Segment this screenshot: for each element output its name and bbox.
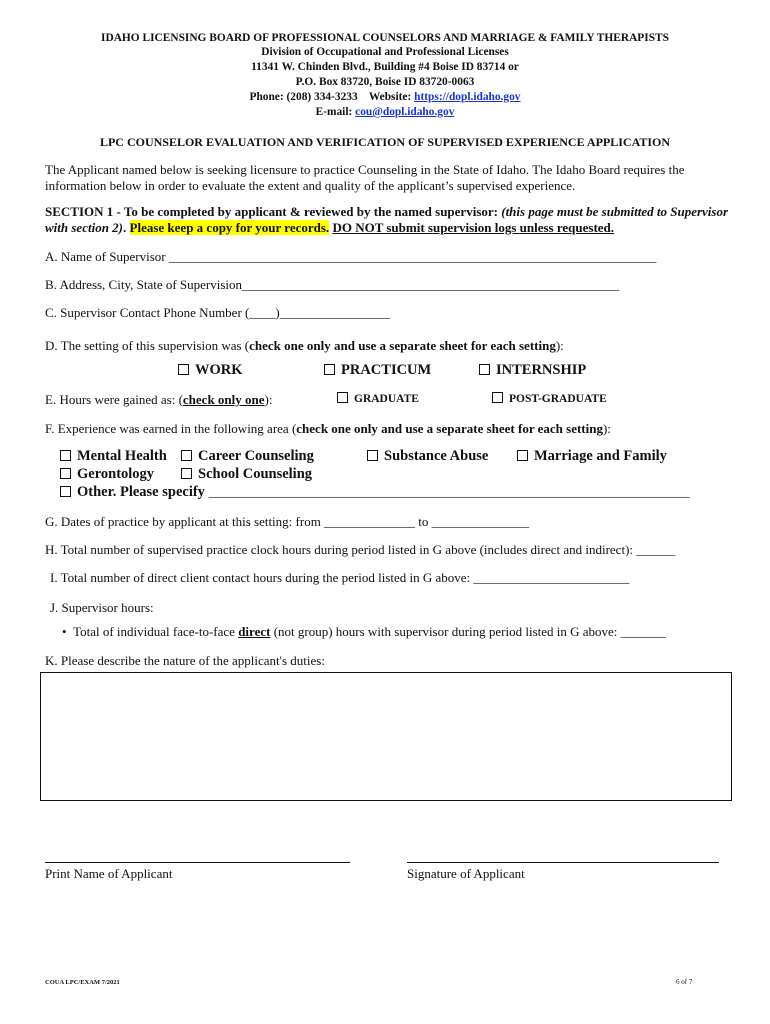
area-other-checkbox[interactable] [60,484,690,501]
section1-note: (this page must be submitted to Supervisor with section 2) [45,204,729,235]
hours-graduate-checkbox[interactable] [337,392,419,405]
setting-internship-checkbox[interactable] [479,362,586,379]
form-title: LPC COUNSELOR EVALUATION AND VERIFICATION OF SUPERVISED EXPERIENCE APPLICATION [99,135,671,149]
checkbox-icon [60,486,71,497]
field-j-individual-hours[interactable] [62,624,666,640]
hours-post-graduate-checkbox[interactable] [492,392,607,405]
no-logs-notice: DO NOT submit supervision logs unless requested. [332,220,615,235]
section1-instructions [45,204,735,236]
field-d-pre: D. The setting of this supervision was ( [45,338,250,353]
field-f-post: ): [602,421,611,436]
checkbox-icon [60,450,71,461]
field-f-area-label [45,421,611,437]
field-j-pre: Total of individual face-to-face [73,624,239,639]
checkbox-icon [517,450,528,461]
keep-copy-notice: Please keep a copy for your records. [129,220,330,235]
area-marriage-family-checkbox[interactable] [517,448,667,465]
area-substance-checkbox[interactable] [367,448,488,465]
field-f-bold: check one only and use a separate sheet for each setting [296,421,603,436]
section1-heading: SECTION 1 - To be completed by applicant & reviewed by the named supervisor: [45,204,498,219]
email-label: E-mail: [315,106,353,118]
checkbox-icon [492,392,503,403]
print-name-label: Print Name of Applicant [45,866,173,881]
street-address: 11341 W. Chinden Blvd., Building #4 Boise ID 83714 or [251,61,519,73]
checkbox-icon [337,392,348,403]
checkbox-icon [181,468,192,479]
setting-practicum-label: PRACTICUM [341,362,432,378]
field-d-bold: check one only and use a separate sheet for each setting [249,338,556,353]
field-d-setting-label [45,338,564,354]
area-marriage-family-label: Marriage and Family [534,448,667,464]
field-e-pre: E. Hours were gained as: ( [45,392,183,407]
field-k-duties-label: K. Please describe the nature of the applicant's duties: [45,653,325,668]
bullet-icon: • [62,624,67,639]
checkbox-icon [324,364,335,375]
area-mental-health-label: Mental Health [77,448,167,464]
field-i-direct-hours[interactable]: I. Total number of direct client contact hours during the period listed in G above: ________________________ [50,570,630,585]
checkbox-icon [60,468,71,479]
field-d-post: ): [555,338,564,353]
area-school-checkbox[interactable] [181,466,312,483]
form-id: COUA LPC/EXAM 7/2021 [45,979,120,986]
setting-work-label: WORK [195,362,243,378]
checkbox-icon [367,450,378,461]
field-j-supervisor-hours: J. Supervisor hours: [50,600,154,615]
area-mental-health-checkbox[interactable] [60,448,167,465]
setting-practicum-checkbox[interactable] [324,362,431,379]
print-name-line[interactable] [45,862,350,863]
signature-line[interactable] [407,862,719,863]
duties-text-area[interactable] [40,672,732,801]
contact-line [0,90,770,104]
signature-label: Signature of Applicant [407,866,525,881]
area-other-specify-field[interactable]: __________________________________________________________________________ [208,484,690,499]
area-substance-label: Substance Abuse [384,448,489,464]
email-link[interactable]: cou@dopl.idaho.gov [355,106,455,118]
area-gerontology-checkbox[interactable] [60,466,154,483]
field-b-address[interactable]: B. Address, City, State of Supervision__________________________________________________________ [45,277,620,292]
checkbox-icon [479,364,490,375]
po-box-address: P.O. Box 83720, Boise ID 83720-0063 [295,76,475,88]
intro-paragraph: The Applicant named below is seeking licensure to practice Counseling in the State of Idaho. The Idaho Board requires the information below in order to evaluate the extent and quality of the applicant’s supervised experience. [45,162,685,193]
field-f-pre: F. Experience was earned in the following area ( [45,421,297,436]
hours-graduate-label: GRADUATE [354,393,419,405]
field-e-check-only-one: check only one [182,392,265,407]
phone-number: Phone: (208) 334-3233 [249,91,358,103]
field-j-direct: direct [238,624,271,639]
field-e-hours-label [45,392,272,408]
area-school-label: School Counseling [198,466,313,482]
hours-post-graduate-label: POST-GRADUATE [509,393,607,405]
field-j-post: (not group) hours with supervisor during period listed in G above: _______ [270,624,667,639]
area-other-label: Other. Please specify [77,484,205,500]
field-c-phone[interactable]: C. Supervisor Contact Phone Number (____)_________________ [45,305,391,320]
area-gerontology-label: Gerontology [77,466,155,482]
email-line [0,105,770,119]
checkbox-icon [181,450,192,461]
page-number: 6 of 7 [676,978,693,986]
website-label: Website: [368,91,412,103]
website-link[interactable]: https://dopl.idaho.gov [414,91,521,103]
area-career-label: Career Counseling [198,448,314,464]
division-name: Division of Occupational and Professional Licenses [261,46,509,58]
field-e-post: ): [264,392,273,407]
board-name: IDAHO LICENSING BOARD OF PROFESSIONAL COUNSELORS AND MARRIAGE & FAMILY THERAPISTS [101,32,669,44]
checkbox-icon [178,364,189,375]
setting-internship-label: INTERNSHIP [496,362,587,378]
field-h-total-hours[interactable]: H. Total number of supervised practice clock hours during period listed in G above (includes direct and indirect): ______ [45,542,676,557]
area-career-checkbox[interactable] [181,448,314,465]
field-g-dates[interactable]: G. Dates of practice by applicant at this setting: from ______________ to _______________ [45,514,530,529]
field-a-supervisor-name[interactable]: A. Name of Supervisor ___________________________________________________________________________ [45,249,657,264]
setting-work-checkbox[interactable] [178,362,243,379]
section1-period: . [123,220,127,235]
